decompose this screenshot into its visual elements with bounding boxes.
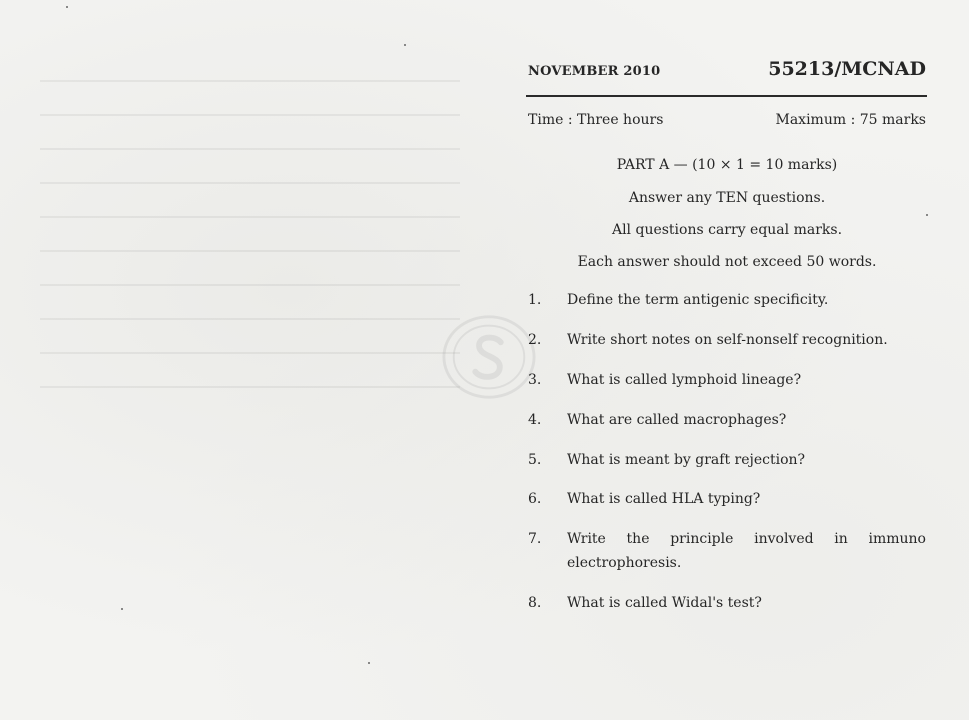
question-text: What are called macrophages? bbox=[567, 412, 787, 428]
question-text: Write the principle involved in immuno electrophoresis. bbox=[567, 531, 926, 571]
question-number: 1. bbox=[528, 292, 542, 308]
question-item bbox=[528, 487, 926, 511]
instruction-answer-any: Answer any TEN questions. bbox=[628, 190, 826, 206]
question-number: 6. bbox=[528, 491, 542, 507]
question-text: What is called lymphoid lineage? bbox=[567, 372, 802, 388]
question-item bbox=[528, 448, 926, 472]
question-item bbox=[528, 288, 926, 312]
instruction-word-limit: Each answer should not exceed 50 words. bbox=[577, 254, 877, 270]
question-item bbox=[528, 408, 926, 432]
header-divider bbox=[526, 95, 927, 97]
speck bbox=[368, 662, 370, 664]
time-label: Time : Three hours bbox=[528, 112, 664, 128]
speck bbox=[404, 44, 406, 46]
question-number: 4. bbox=[528, 412, 542, 428]
speck bbox=[66, 6, 68, 8]
exam-header bbox=[528, 58, 926, 86]
watermark-seal-icon bbox=[440, 312, 538, 402]
part-title: PART A — (10 × 1 = 10 marks) bbox=[616, 157, 838, 173]
question-item bbox=[528, 368, 926, 392]
question-number: 3. bbox=[528, 372, 542, 388]
question-number: 2. bbox=[528, 332, 542, 348]
exam-code: 55213/MCNAD bbox=[768, 58, 926, 80]
instruction-equal-marks: All questions carry equal marks. bbox=[611, 222, 843, 238]
speck bbox=[121, 608, 123, 610]
speck bbox=[926, 214, 928, 216]
question-text: What is called HLA typing? bbox=[567, 491, 761, 507]
max-marks-label: Maximum : 75 marks bbox=[775, 112, 926, 128]
question-text: Write short notes on self-nonself recognition. bbox=[567, 332, 888, 348]
question-text: What is called Widal's test? bbox=[567, 595, 762, 611]
question-number: 5. bbox=[528, 452, 542, 468]
question-text: Define the term antigenic specificity. bbox=[567, 292, 829, 308]
question-number: 8. bbox=[528, 595, 542, 611]
question-number: 7. bbox=[528, 531, 542, 547]
question-item bbox=[528, 328, 926, 352]
question-item bbox=[528, 527, 926, 575]
question-item bbox=[528, 591, 926, 615]
question-text: What is meant by graft rejection? bbox=[567, 452, 806, 468]
show-through-text bbox=[40, 80, 460, 420]
exam-month: NOVEMBER 2010 bbox=[528, 64, 661, 79]
